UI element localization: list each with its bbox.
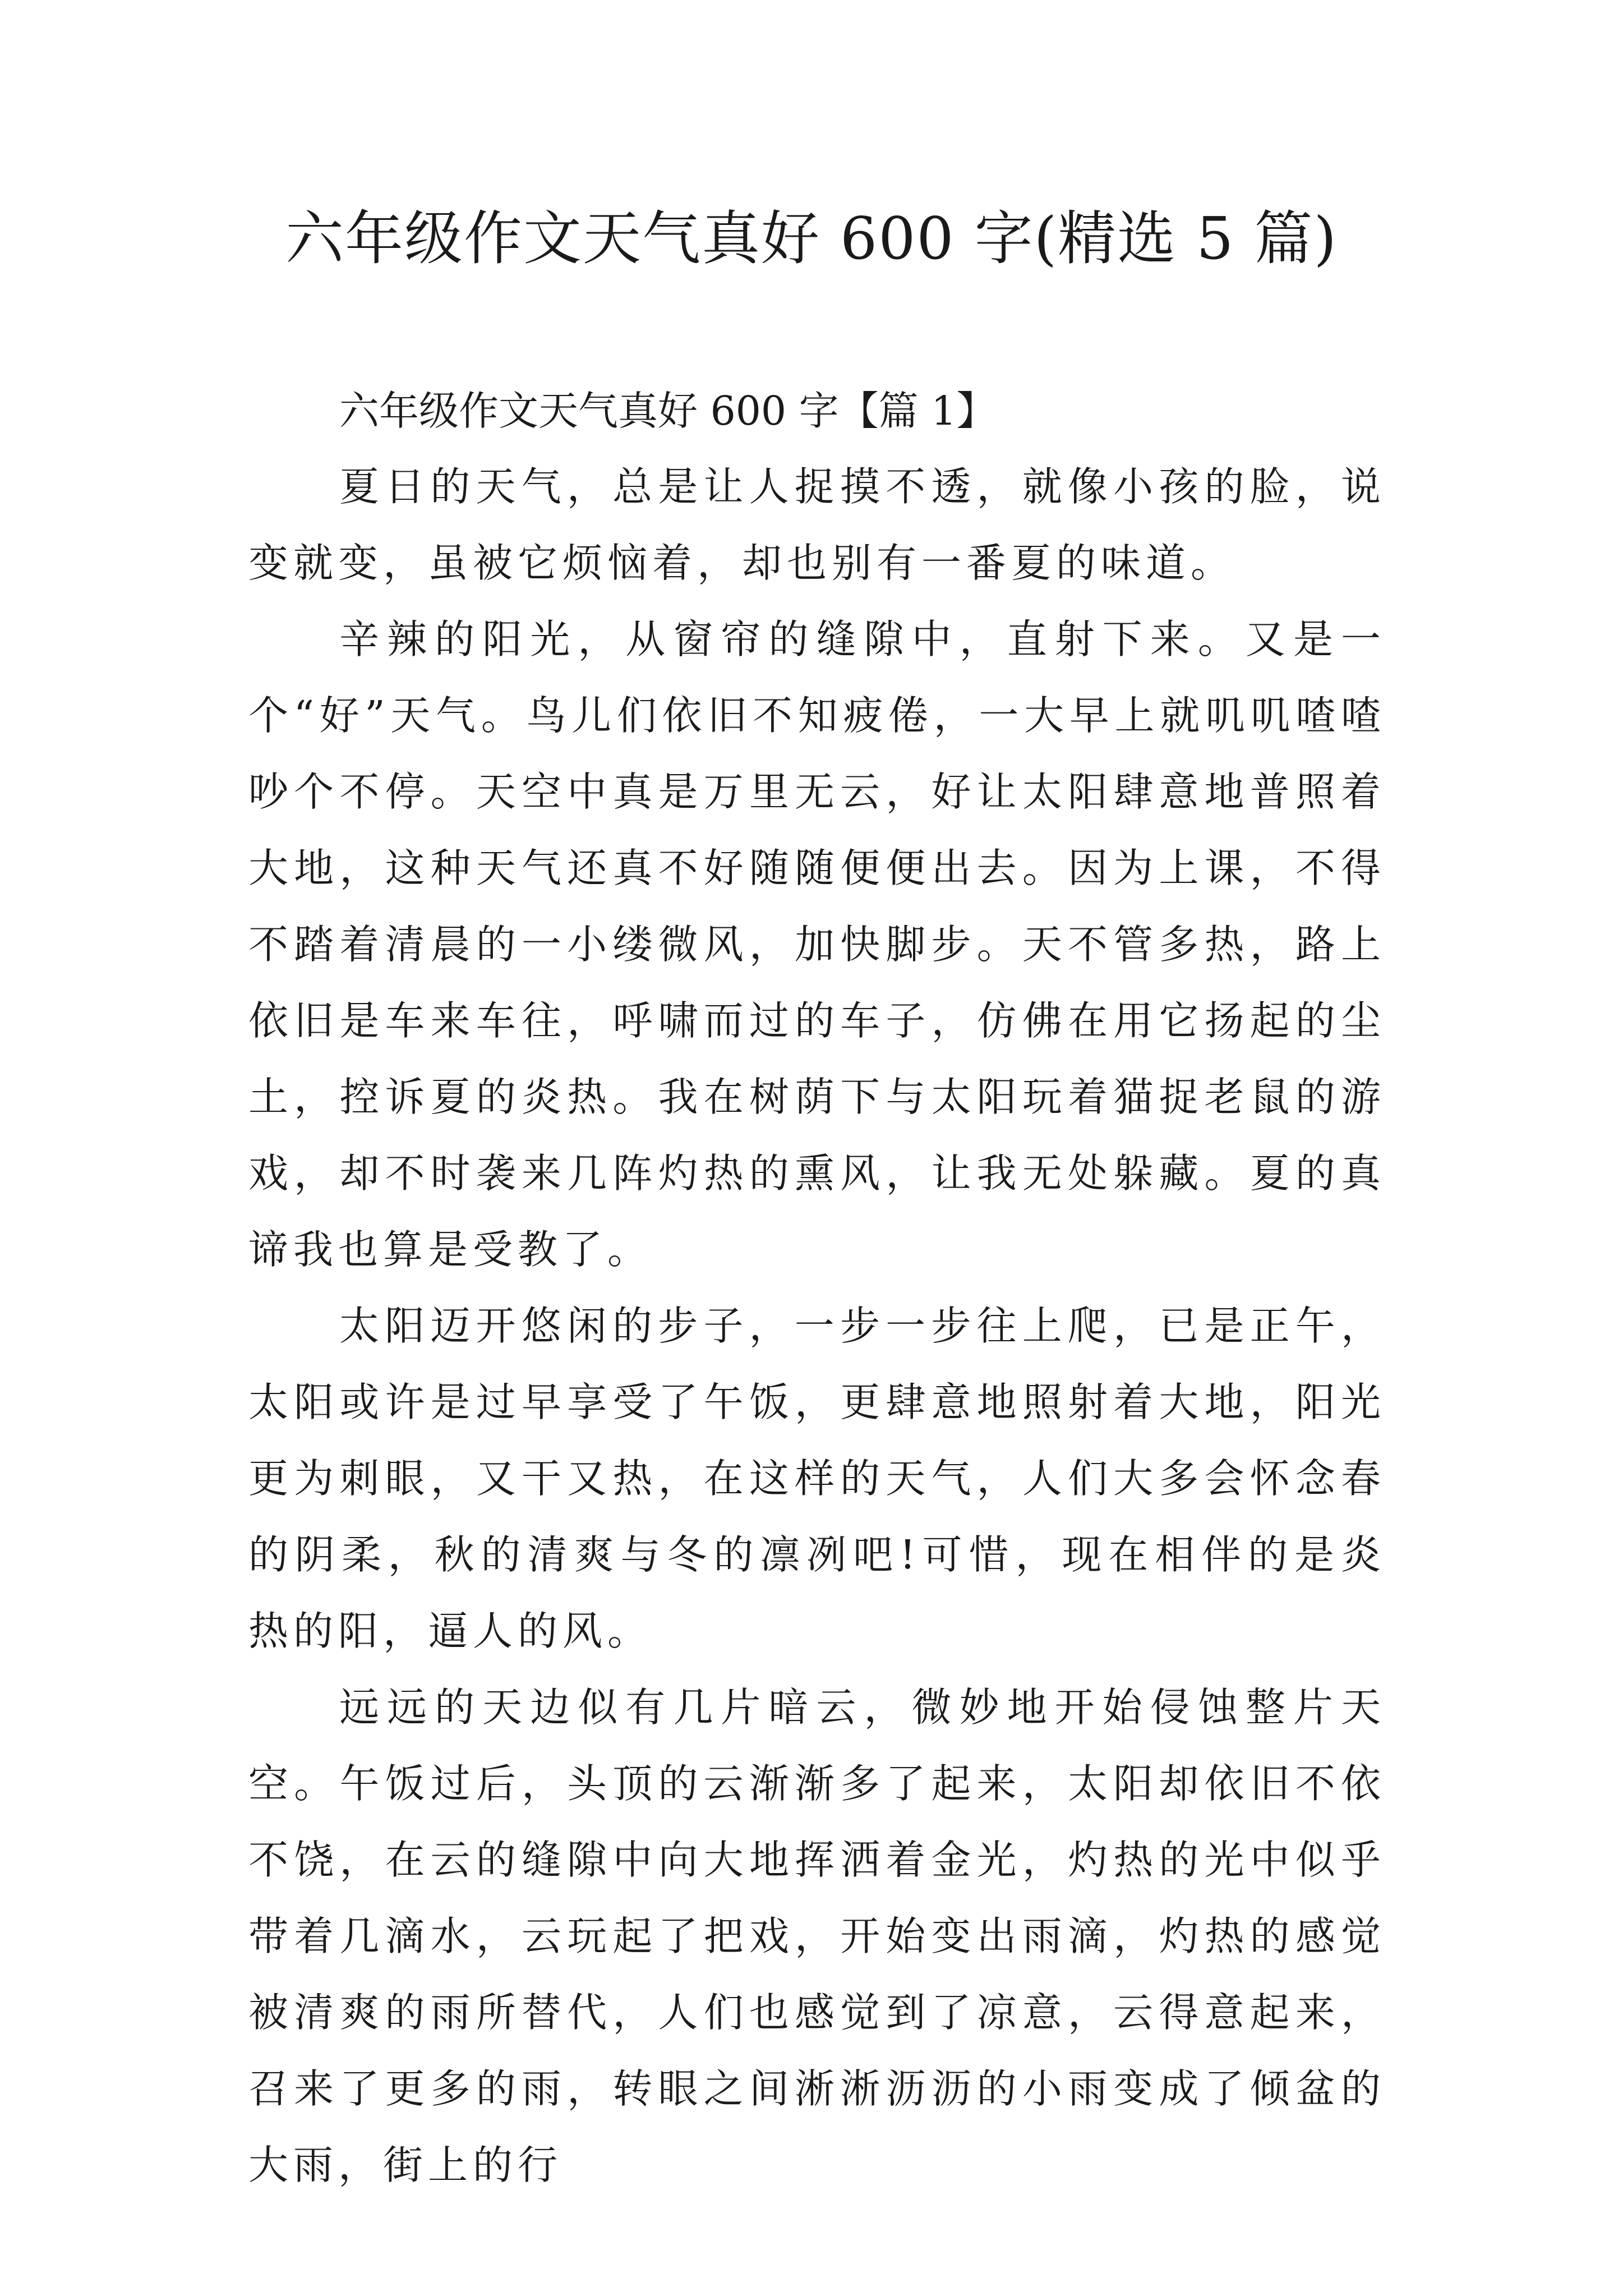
paragraph: 远远的天边似有几片暗云，微妙地开始侵蚀整片天空。午饭过后，头顶的云渐渐多了起来，太阳却依旧不依不饶，在云的缝隙中向大地挥洒着金光，灼热的光中似乎带着几滴水，云玩起了把戏，开始变出雨滴，灼热的感觉被清爽的雨所替代，人们也感觉到了凉意，云得意起来，召来了更多的雨，转眼之间淅淅沥沥的小雨变成了倾盆的大雨，街上的行 [248, 1684, 1386, 2188]
document-title: 六年级作文天气真好 600 字(精选 5 篇) [285, 204, 1338, 273]
paragraph: 辛辣的阳光，从窗帘的缝隙中，直射下来。又是一个“好”天气。鸟儿们依旧不知疲倦，一大早上就叽叽喳喳吵个不停。天空中真是万里无云，好让太阳肆意地普照着大地，这种天气还真不好随随便便出去。因为上课，不得不踏着清晨的一小缕微风，加快脚步。天不管多热，路上依旧是车来车往，呼啸而过的车子，仿佛在用它扬起的尘土，控诉夏的炎热。我在树荫下与太阳玩着猫捉老鼠的游戏，却不时袭来几阵灼热的熏风，让我无处躲藏。夏的真谛我也算是受教了。 [248, 616, 1386, 1273]
document-body [248, 373, 1386, 2203]
section-heading: 六年级作文天气真好 600 字【篇 1】 [339, 388, 997, 434]
paragraph: 太阳迈开悠闲的步子，一步一步往上爬，已是正午，太阳或许是过早享受了午饭，更肆意地照射着大地，阳光更为刺眼，又干又热，在这样的天气，人们大多会怀念春的阴柔，秋的清爽与冬的凛冽吧!可惜，现在相伴的是炎热的阳，逼人的风。 [248, 1303, 1386, 1654]
paragraph: 夏日的天气，总是让人捉摸不透，就像小孩的脸，说变就变，虽被它烦恼着，却也别有一番夏的味道。 [248, 463, 1386, 586]
